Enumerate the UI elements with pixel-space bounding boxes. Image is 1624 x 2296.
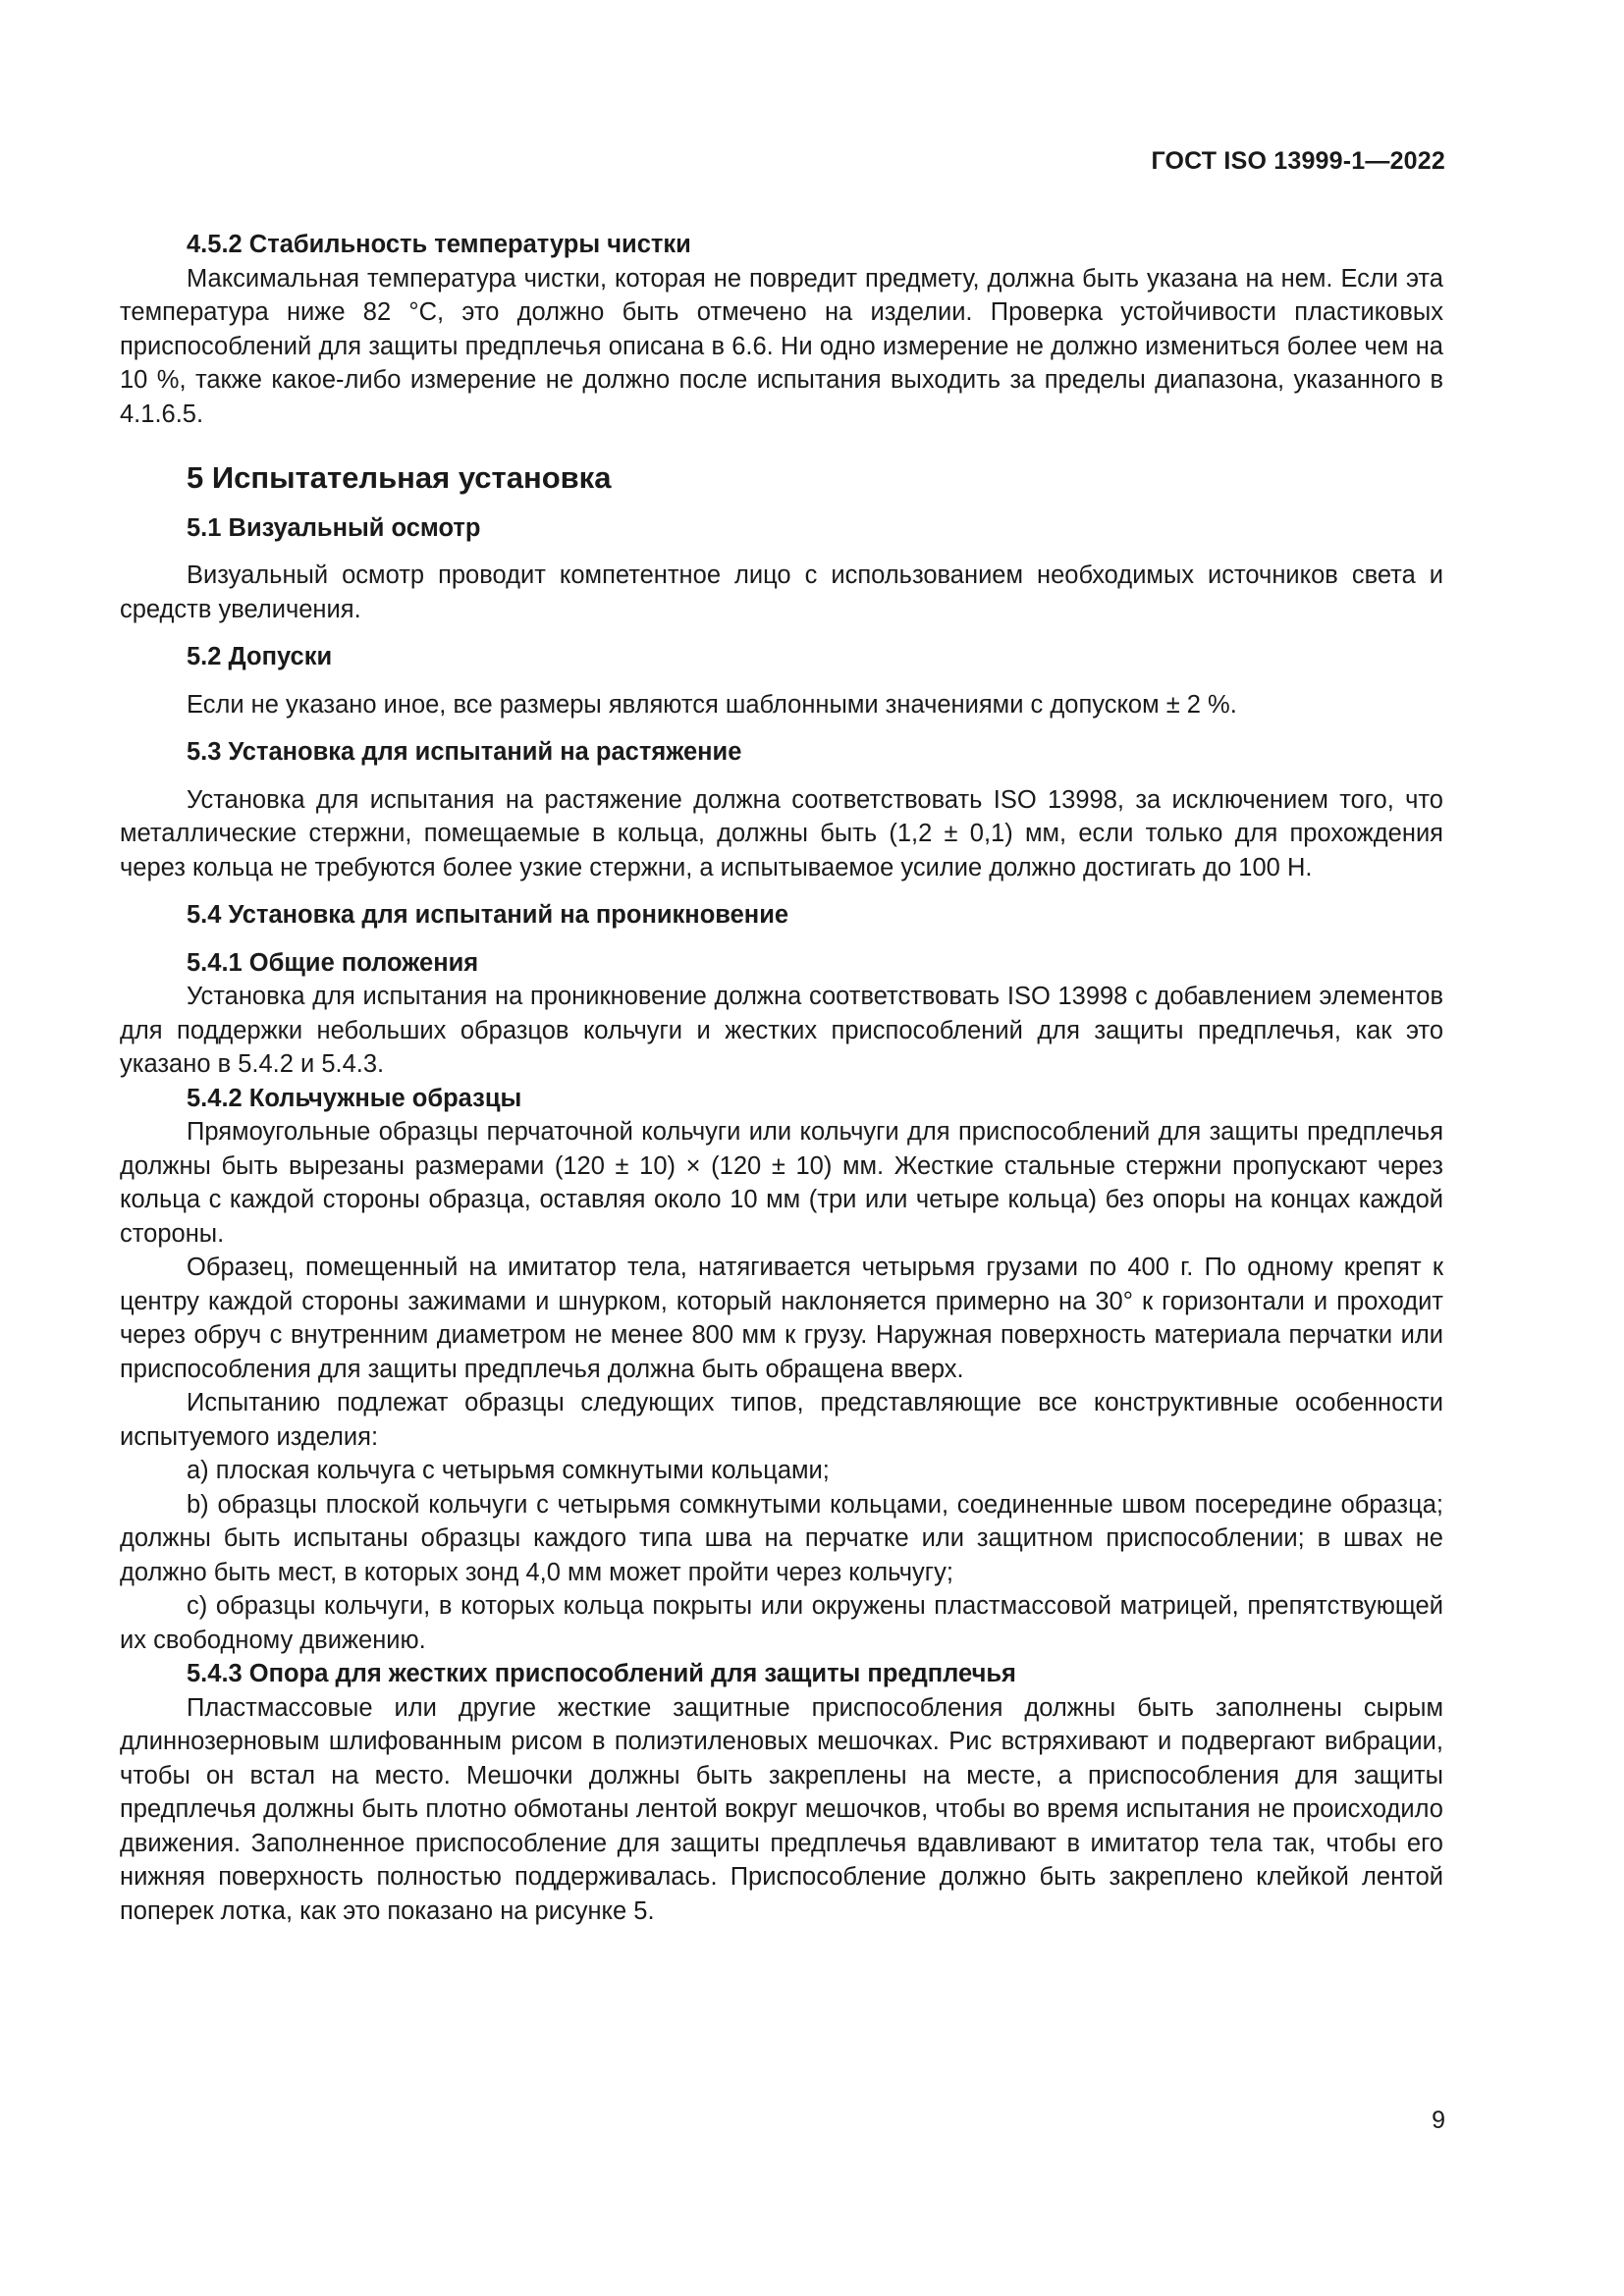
- section-5-3-paragraph: Установка для испытания на растяжение должна соответствовать ISO 13998, за исключением того, что металлические стержни, помещаемые в кольца, должны быть (1,2 ± 0,1) мм, если только для прохождения через кольца не требуются более узкие стержни, а испытываемое усилие должно достигать до 100 Н.: [120, 785, 1443, 881]
- section-5-3-heading: 5.3 Установка для испытаний на растяжение: [187, 738, 742, 766]
- document-body: [120, 228, 1443, 1928]
- section-5-4-2-paragraph-2: Образец, помещенный на имитатор тела, натягивается четырьмя грузами по 400 г. По одному крепят к центру каждой стороны зажимами и шнурком, который наклоняется примерно на 30° к горизонтали и проходит через обруч с внутренним диаметром не менее 800 мм к грузу. Наружная поверхность материала перчатки или приспособления для защиты предплечья должна быть обращена вверх.: [120, 1254, 1443, 1383]
- section-5-4-1-paragraph: Установка для испытания на проникновение должна соответствовать ISO 13998 с добавлением элементов для поддержки небольших образцов кольчуги и жестких приспособлений для защиты предплечья, как это указано в 5.4.2 и 5.4.3.: [120, 983, 1443, 1078]
- section-5-1-heading: 5.1 Визуальный осмотр: [187, 513, 481, 542]
- section-5-4-2-paragraph-3: Испытанию подлежат образцы следующих типов, представляющие все конструктивные особенности испытуемого изделия:: [120, 1389, 1443, 1451]
- section-5-4-2-paragraph-1: Прямоугольные образцы перчаточной кольчуги или кольчуги для приспособлений для защиты предплечья должны быть вырезаны размерами (120 ± 10) × (120 ± 10) мм. Жесткие стальные стержни пропускают через кольца с каждой стороны образца, оставляя около 10 мм (три или четыре кольца) без опоры на концах каждой стороны.: [120, 1118, 1443, 1248]
- section-5-heading: 5 Испытательная установка: [187, 460, 612, 495]
- list-item-a: а) плоская кольчуга с четырьмя сомкнутыми кольцами;: [187, 1457, 830, 1484]
- section-4-5-2-heading: 4.5.2 Стабильность температуры чистки: [187, 231, 691, 258]
- page-number: 9: [1432, 2107, 1445, 2134]
- section-5-2-paragraph: Если не указано иное, все размеры являются шаблонными значениями с допуском ± 2 %.: [187, 690, 1237, 719]
- section-5-4-heading: 5.4 Установка для испытаний на проникновение: [187, 901, 789, 929]
- section-5-1-paragraph: Визуальный осмотр проводит компетентное лицо с использованием необходимых источников света и средств увеличения.: [120, 561, 1443, 623]
- document-header: ГОСТ ISO 13999-1—2022: [1151, 147, 1445, 175]
- section-5-4-1-heading: 5.4.1 Общие положения: [187, 948, 479, 977]
- section-5-4-3-heading: 5.4.3 Опора для жестких приспособлений для защиты предплечья: [187, 1660, 1016, 1687]
- list-item-c: с) образцы кольчуги, в которых кольца покрыты или окружены пластмассовой матрицей, препятствующей их свободному движению.: [120, 1592, 1443, 1654]
- section-5-2-heading: 5.2 Допуски: [187, 643, 333, 670]
- list-item-b: b) образцы плоской кольчуги с четырьмя сомкнутыми кольцами, соединенные швом посередине образца; должны быть испытаны образцы каждого типа шва на перчатке или защитном приспособлении; в швах не должно быть мест, в которых зонд 4,0 мм может пройти через кольчугу;: [120, 1490, 1443, 1586]
- section-4-5-2-paragraph: Максимальная температура чистки, которая не повредит предмету, должна быть указана на нем. Если эта температура ниже 82 °С, это должно быть отмечено на изделии. Проверка устойчивости пластиковых приспособлений для защиты предплечья описана в 6.6. Ни одно измерение не должно измениться более чем на 10 %, также какое-либо измерение не должно после испытания выходить за пределы диапазона, указанного в 4.1.6.5.: [120, 264, 1443, 428]
- section-5-4-2-heading: 5.4.2 Кольчужные образцы: [187, 1084, 522, 1112]
- section-5-4-3-paragraph: Пластмассовые или другие жесткие защитные приспособления должны быть заполнены сырым длиннозерновым шлифованным рисом в полиэтиленовых мешочках. Рис встряхивают и подвергают вибрации, чтобы он встал на место. Мешочки должны быть закреплены на месте, а приспособления для защиты предплечья должны быть плотно обмотаны лентой вокруг мешочков, чтобы во время испытания не происходило движения. Заполненное приспособление для защиты предплечья вдавливают в имитатор тела так, чтобы его нижняя поверхность полностью поддерживалась. Приспособление должно быть закреплено клейкой лентой поперек лотка, как это показано на рисунке 5.: [120, 1693, 1443, 1925]
